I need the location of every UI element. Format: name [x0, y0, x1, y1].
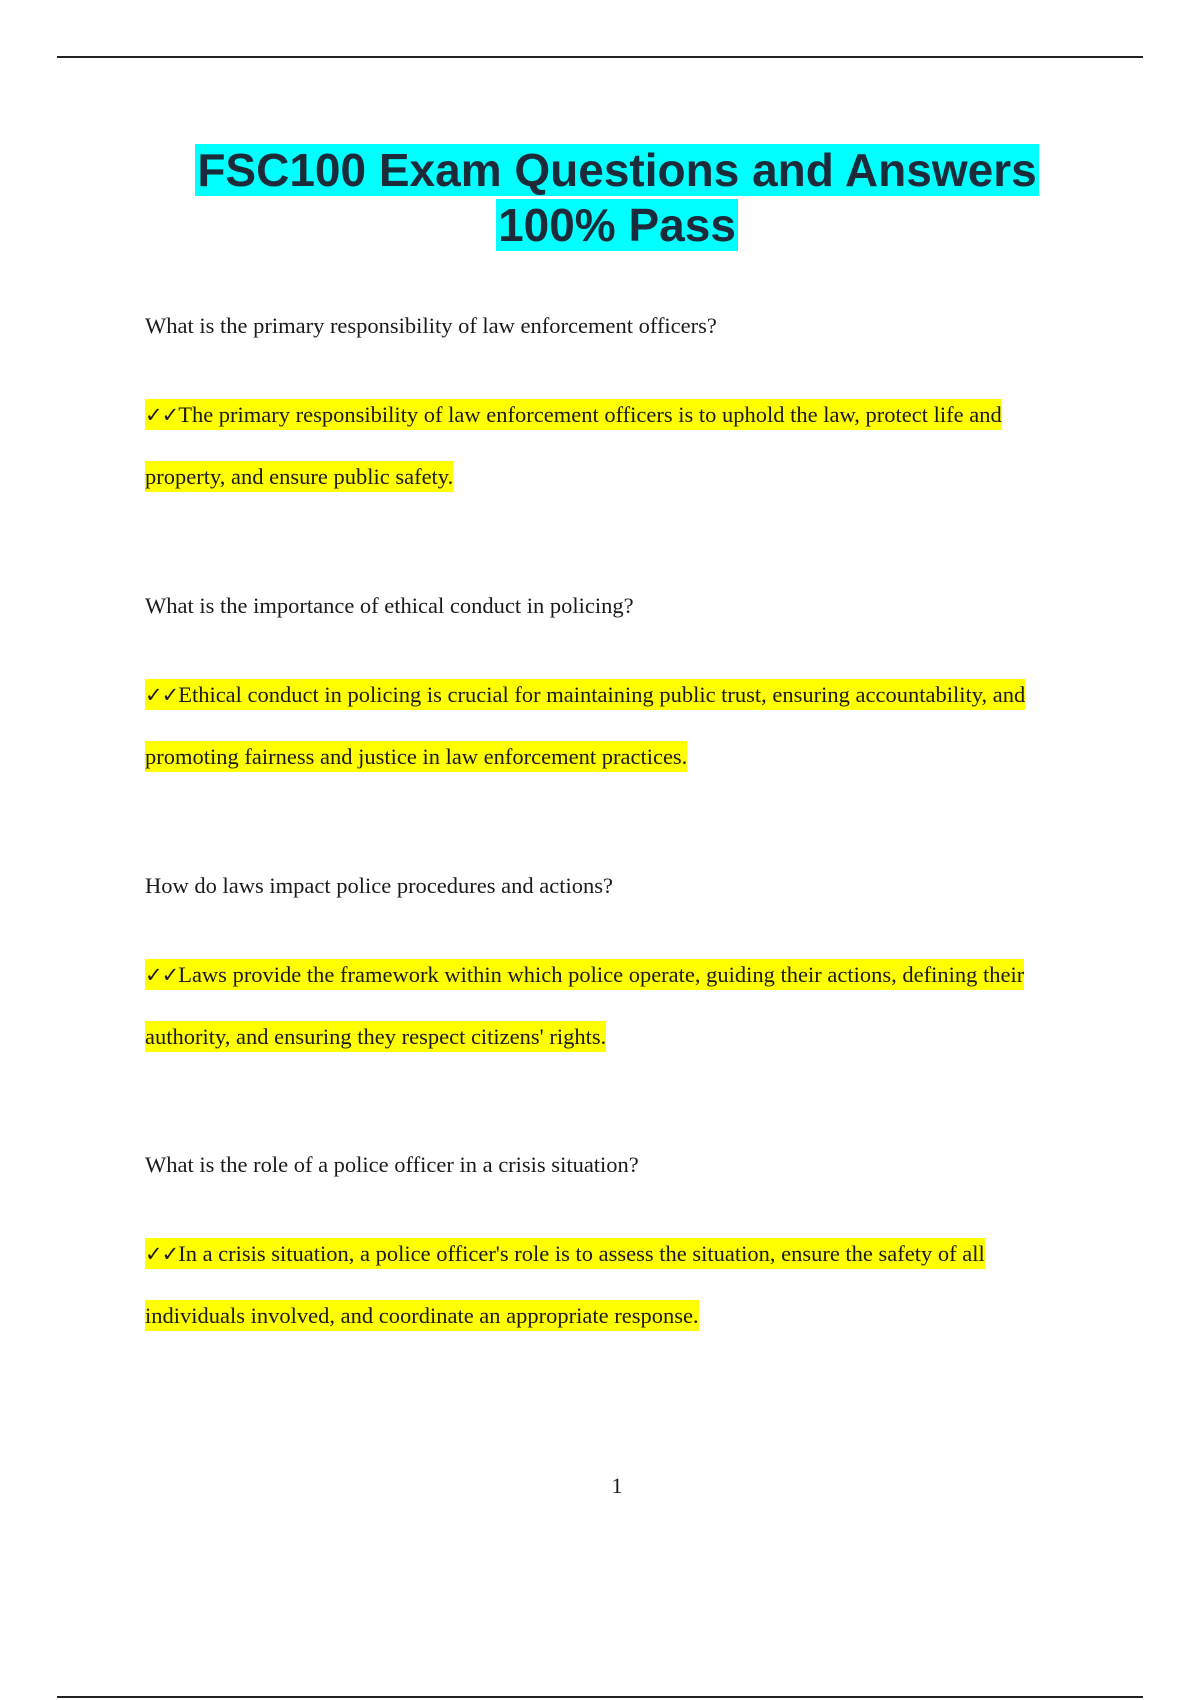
answer-text: Ethical conduct in policing is crucial for maintaining public trust, ensuring accountability, and promoting fairness and justice in law enforcement practices.	[145, 682, 1026, 769]
check-icon: ✓✓	[145, 963, 179, 987]
qa-item	[145, 312, 1075, 507]
document-title	[0, 143, 1200, 253]
check-icon: ✓✓	[145, 1242, 179, 1266]
title-line-2: 100% Pass	[498, 199, 736, 251]
question-text: What is the role of a police officer in a crisis situation?	[145, 1152, 639, 1177]
page-number: 1	[611, 1473, 623, 1498]
check-icon: ✓✓	[145, 683, 179, 707]
qa-item	[145, 1151, 1075, 1346]
top-rule	[57, 56, 1143, 58]
qa-item	[145, 592, 1075, 787]
answer-highlight	[145, 959, 1024, 1052]
answer-text: In a crisis situation, a police officer's role is to assess the situation, ensure the safety of all individuals involved, and coordinate an appropriate response.	[145, 1241, 985, 1328]
answer-block	[145, 944, 1075, 1067]
title-line-1: FSC100 Exam Questions and Answers	[197, 144, 1037, 196]
answer-text: The primary responsibility of law enforcement officers is to uphold the law, protect life and property, and ensure public safety.	[145, 402, 1002, 489]
question-text: How do laws impact police procedures and actions?	[145, 873, 613, 898]
answer-highlight	[145, 1238, 985, 1331]
question-text: What is the importance of ethical conduct in policing?	[145, 593, 634, 618]
answer-highlight	[145, 399, 1002, 492]
answer-block	[145, 384, 1075, 507]
answer-block	[145, 664, 1075, 787]
answer-text: Laws provide the framework within which police operate, guiding their actions, defining their authority, and ensuring they respect citizens' rights.	[145, 962, 1025, 1049]
answer-block	[145, 1223, 1075, 1346]
question-text: What is the primary responsibility of law enforcement officers?	[145, 313, 717, 338]
check-icon: ✓✓	[145, 403, 179, 427]
bottom-rule	[57, 1696, 1143, 1698]
answer-highlight	[145, 679, 1025, 772]
qa-item	[145, 872, 1075, 1067]
